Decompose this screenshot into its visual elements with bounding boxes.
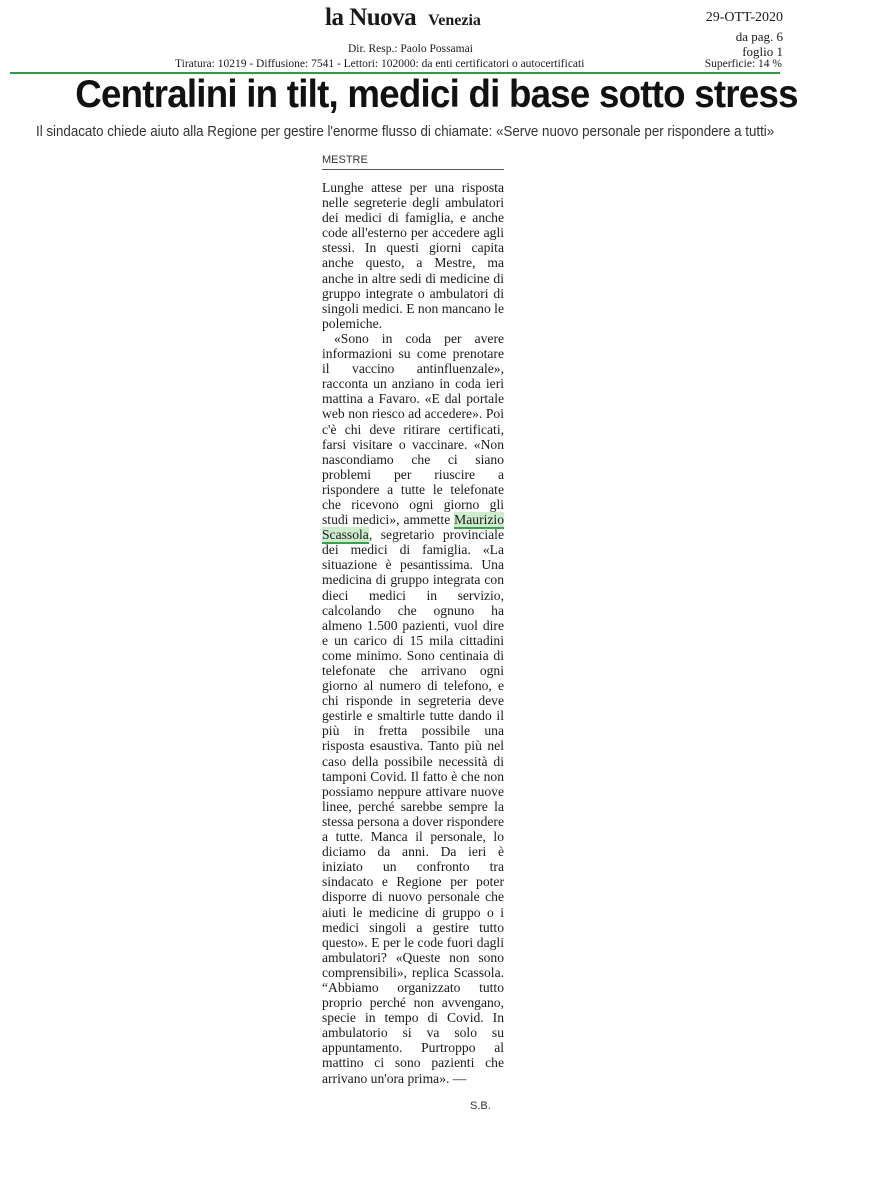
article-subheadline: Il sindacato chiede aiuto alla Regione per gestire l'enorme flusso di chiamate: «Serve nuovo personale per rispondere a tutti»	[36, 124, 775, 140]
surface-percentage: Superficie: 14 %	[704, 58, 782, 70]
page-reference: da pag. 6	[735, 29, 783, 44]
edition-name: Venezia	[428, 12, 481, 29]
article-paragraph: Lunghe attese per una risposta nelle segreterie degli ambulatori dei medici di famiglia, e anche code all'esterno per accedere agli stessi. In questi giorni capita anche questo, a Mestre, ma anche in altre sedi di medicine di gruppo integrate o ambulatori di singoli medici. E non mancano le polemiche.	[322, 180, 504, 331]
article-headline: Centralini in tilt, medici di base sotto stress	[75, 73, 798, 116]
author-byline: S.B.	[470, 1100, 491, 1112]
publication-meta	[623, 10, 783, 59]
circulation-stats: Tiratura: 10219 - Diffusione: 7541 - Lettori: 102000: da enti certificatori o autocertificati	[175, 58, 585, 70]
masthead	[325, 4, 481, 32]
paragraph-text: «Sono in coda per avere informazioni su come prenotare il vaccino antinfluenzale», racconta un anziano in coda ieri mattina a Favaro. «E dal portale web non riesco ad accedere». Poi c'è chi deve ritirare certificati, farsi visitare o vaccinare. «Non nascondiamo che ci siano problemi per riuscire a rispondere a tutte le telefonate che ricevono ogni giorno gli studi medici», ammette	[322, 330, 504, 528]
highlighted-name: Maurizio Scassola	[322, 512, 504, 543]
sheet-number: foglio 1	[742, 44, 783, 59]
article-paragraph	[322, 331, 504, 1086]
newspaper-name: la Nuova	[325, 4, 417, 31]
section-label: MESTRE	[322, 154, 504, 170]
article-body	[322, 180, 504, 1086]
publication-date: 29-OTT-2020	[705, 10, 783, 25]
paragraph-text: , segretario provinciale dei medici di famiglia. «La situazione è pesantissima. Una medicina di gruppo integrata con dieci medici in servizio, calcolando che ognuno ha almeno 1.500 pazienti, vuol dire e un carico di 15 mila cittadini come minimo. Sono centinaia di telefonate che arrivano ogni giorno al numero di telefono, e chi risponde in segreteria deve gestirle e smaltirle tutte dando il più in fretta possibile una risposta esaustiva. Tanto più nel caso della possibile necessità di tamponi Covid. Il fatto è che non possiamo neppure attivare nuove linee, perché sarebbe sempre la stessa persona a dover rispondere a tutte. Manca il personale, lo diciamo da anni. Da ieri è iniziato un confronto tra sindacato e Regione per poter disporre di nuovo personale che aiuti le medicine di gruppo o i medici singoli a gestire tutto questo». E per le code fuori dagli ambulatori? «Queste non sono comprensibili», replica Scassola. “Abbiamo organizzato tutto proprio perché non avvengano, specie in tempo di Covid. In ambulatorio si va solo su appuntamento. Purtroppo al mattino ci sono pazienti che arrivano un'ora prima». —	[322, 527, 504, 1086]
director-line: Dir. Resp.: Paolo Possamai	[348, 43, 473, 55]
